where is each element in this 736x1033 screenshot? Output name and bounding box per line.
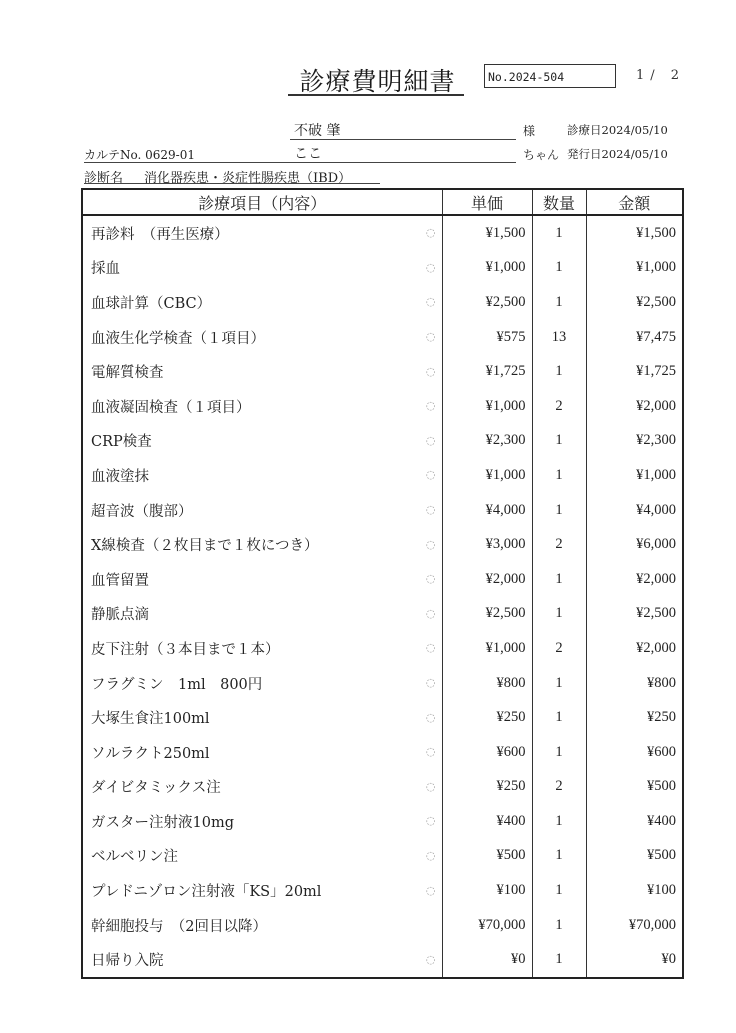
quantity-cell: 1 bbox=[532, 251, 586, 286]
quantity-cell: 1 bbox=[532, 942, 586, 978]
quantity-cell: 2 bbox=[532, 389, 586, 424]
item-name: X線検査（２枚目まで１枚につき） bbox=[91, 538, 319, 555]
item-name-cell bbox=[82, 631, 442, 666]
amount-cell: ¥2,500 bbox=[586, 285, 683, 320]
amount-cell: ¥250 bbox=[586, 700, 683, 735]
amount-cell: ¥400 bbox=[586, 804, 683, 839]
item-name: 再診料 （再生医療） bbox=[91, 226, 229, 243]
amount-cell: ¥4,000 bbox=[586, 493, 683, 528]
unit-price-cell: ¥800 bbox=[442, 666, 532, 701]
document-title: 診療費明細書 bbox=[299, 67, 456, 96]
table-row bbox=[82, 424, 683, 459]
quantity-cell: 1 bbox=[532, 839, 586, 874]
item-name-cell bbox=[82, 493, 442, 528]
amount-cell: ¥2,000 bbox=[586, 389, 683, 424]
pet-name: ここ bbox=[294, 146, 322, 162]
table-row bbox=[82, 700, 683, 735]
amount-cell: ¥100 bbox=[586, 873, 683, 908]
table-row bbox=[82, 804, 683, 839]
pet-name-underline bbox=[290, 162, 516, 163]
check-circle-icon: ◌ bbox=[425, 537, 436, 551]
item-name: ダイビタミックス注 bbox=[91, 780, 221, 797]
check-circle-icon: ◌ bbox=[425, 676, 436, 690]
owner-name-underline bbox=[290, 139, 516, 140]
amount-cell: ¥2,300 bbox=[586, 424, 683, 459]
amount-cell: ¥7,475 bbox=[586, 320, 683, 355]
item-name-cell bbox=[82, 215, 442, 251]
item-name-cell bbox=[82, 700, 442, 735]
quantity-cell: 1 bbox=[532, 804, 586, 839]
unit-price-cell: ¥1,000 bbox=[442, 631, 532, 666]
header-unit-price: 単価 bbox=[442, 189, 532, 215]
check-circle-icon: ◌ bbox=[425, 814, 436, 828]
amount-cell: ¥2,000 bbox=[586, 562, 683, 597]
item-name: 血管留置 bbox=[91, 572, 149, 589]
item-name-cell bbox=[82, 597, 442, 632]
table-row bbox=[82, 942, 683, 978]
pet-honorific: ちゃん bbox=[523, 148, 560, 162]
unit-price-cell: ¥1,000 bbox=[442, 389, 532, 424]
table-row bbox=[82, 527, 683, 562]
item-name-cell bbox=[82, 839, 442, 874]
item-name: プレドニゾロン注射液「KS」20ml bbox=[91, 884, 322, 901]
amount-cell: ¥70,000 bbox=[586, 908, 683, 943]
check-circle-icon: ◌ bbox=[425, 952, 436, 966]
unit-price-cell: ¥3,000 bbox=[442, 527, 532, 562]
item-name-cell bbox=[82, 562, 442, 597]
unit-price-cell: ¥250 bbox=[442, 700, 532, 735]
amount-cell: ¥600 bbox=[586, 735, 683, 770]
item-name-cell bbox=[82, 285, 442, 320]
unit-price-cell: ¥600 bbox=[442, 735, 532, 770]
check-circle-icon: ◌ bbox=[425, 295, 436, 309]
quantity-cell: 1 bbox=[532, 215, 586, 251]
unit-price-cell: ¥1,500 bbox=[442, 215, 532, 251]
item-name-cell bbox=[82, 251, 442, 286]
table-row bbox=[82, 354, 683, 389]
table-header-row bbox=[82, 189, 683, 215]
item-name: 静脈点滴 bbox=[91, 607, 149, 624]
unit-price-cell: ¥0 bbox=[442, 942, 532, 978]
item-name: 血液塗抹 bbox=[91, 468, 149, 485]
quantity-cell: 2 bbox=[532, 770, 586, 805]
exam-date: 診療日2024/05/10 bbox=[567, 123, 668, 137]
diagnosis-underline bbox=[84, 183, 380, 184]
item-name-cell bbox=[82, 320, 442, 355]
header-item: 診療項目（内容） bbox=[82, 189, 442, 215]
table-row bbox=[82, 562, 683, 597]
quantity-cell: 1 bbox=[532, 354, 586, 389]
item-name-cell bbox=[82, 424, 442, 459]
unit-price-cell: ¥250 bbox=[442, 770, 532, 805]
amount-cell: ¥1,000 bbox=[586, 251, 683, 286]
check-circle-icon: ◌ bbox=[425, 330, 436, 344]
owner-name: 不破 肇 bbox=[294, 123, 341, 139]
header-amount: 金額 bbox=[586, 189, 683, 215]
unit-price-cell: ¥500 bbox=[442, 839, 532, 874]
table-row bbox=[82, 908, 683, 943]
quantity-cell: 1 bbox=[532, 908, 586, 943]
unit-price-cell: ¥100 bbox=[442, 873, 532, 908]
item-name-cell bbox=[82, 873, 442, 908]
check-circle-icon: ◌ bbox=[425, 226, 436, 240]
document-number-box: No.2024-504 bbox=[484, 64, 616, 88]
issue-date: 発行日2024/05/10 bbox=[567, 147, 668, 161]
unit-price-cell: ¥1,000 bbox=[442, 458, 532, 493]
check-circle-icon: ◌ bbox=[425, 745, 436, 759]
title-underline bbox=[288, 94, 464, 96]
table-row bbox=[82, 839, 683, 874]
item-name: 電解質検査 bbox=[91, 365, 164, 382]
check-circle-icon: ◌ bbox=[425, 779, 436, 793]
table-row bbox=[82, 389, 683, 424]
karte-number: カルテNo. 0629-01 bbox=[84, 148, 196, 162]
table-row bbox=[82, 631, 683, 666]
check-circle-icon: ◌ bbox=[425, 848, 436, 862]
header-quantity: 数量 bbox=[532, 189, 586, 215]
karte-underline bbox=[84, 162, 290, 163]
table-row bbox=[82, 251, 683, 286]
diagnosis-value: 消化器疾患・炎症性腸疾患（IBD） bbox=[144, 171, 352, 186]
item-name: ソルラクト250ml bbox=[91, 745, 210, 762]
table-row bbox=[82, 493, 683, 528]
quantity-cell: 2 bbox=[532, 631, 586, 666]
check-circle-icon: ◌ bbox=[425, 468, 436, 482]
quantity-cell: 1 bbox=[532, 597, 586, 632]
quantity-cell: 13 bbox=[532, 320, 586, 355]
quantity-cell: 1 bbox=[532, 562, 586, 597]
item-name: 超音波（腹部） bbox=[91, 503, 193, 520]
check-circle-icon: ◌ bbox=[425, 710, 436, 724]
amount-cell: ¥6,000 bbox=[586, 527, 683, 562]
item-name-cell bbox=[82, 735, 442, 770]
check-circle-icon: ◌ bbox=[425, 572, 436, 586]
amount-cell: ¥1,000 bbox=[586, 458, 683, 493]
check-circle-icon: ◌ bbox=[425, 260, 436, 274]
item-name: 血球計算（CBC） bbox=[91, 295, 212, 312]
quantity-cell: 2 bbox=[532, 527, 586, 562]
quantity-cell: 1 bbox=[532, 735, 586, 770]
check-circle-icon: ◌ bbox=[425, 883, 436, 897]
unit-price-cell: ¥2,000 bbox=[442, 562, 532, 597]
item-name-cell bbox=[82, 908, 442, 943]
unit-price-cell: ¥2,500 bbox=[442, 285, 532, 320]
check-circle-icon: ◌ bbox=[425, 503, 436, 517]
check-circle-icon: ◌ bbox=[425, 641, 436, 655]
amount-cell: ¥800 bbox=[586, 666, 683, 701]
diagnosis-label: 診断名 bbox=[84, 171, 124, 186]
item-name: 幹細胞投与 （2回目以降） bbox=[91, 918, 267, 935]
item-name: 皮下注射（３本目まで１本） bbox=[91, 641, 280, 658]
item-name-cell bbox=[82, 354, 442, 389]
billing-items-table bbox=[81, 188, 684, 979]
unit-price-cell: ¥2,500 bbox=[442, 597, 532, 632]
quantity-cell: 1 bbox=[532, 493, 586, 528]
table-row bbox=[82, 285, 683, 320]
item-name-cell bbox=[82, 770, 442, 805]
item-name-cell bbox=[82, 942, 442, 978]
table-row bbox=[82, 215, 683, 251]
check-circle-icon: ◌ bbox=[425, 364, 436, 378]
amount-cell: ¥1,500 bbox=[586, 215, 683, 251]
table-row bbox=[82, 770, 683, 805]
amount-cell: ¥2,000 bbox=[586, 631, 683, 666]
item-name: 血液凝固検査（１項目） bbox=[91, 399, 251, 416]
item-name: 血液生化学検査（１項目） bbox=[91, 330, 265, 347]
check-circle-icon: ◌ bbox=[425, 399, 436, 413]
amount-cell: ¥500 bbox=[586, 770, 683, 805]
item-name-cell bbox=[82, 458, 442, 493]
table-body bbox=[82, 215, 683, 978]
amount-cell: ¥2,500 bbox=[586, 597, 683, 632]
quantity-cell: 1 bbox=[532, 458, 586, 493]
quantity-cell: 1 bbox=[532, 424, 586, 459]
table-row bbox=[82, 320, 683, 355]
item-name-cell bbox=[82, 527, 442, 562]
item-name: 大塚生食注100ml bbox=[91, 711, 210, 728]
unit-price-cell: ¥4,000 bbox=[442, 493, 532, 528]
quantity-cell: 1 bbox=[532, 700, 586, 735]
amount-cell: ¥500 bbox=[586, 839, 683, 874]
quantity-cell: 1 bbox=[532, 873, 586, 908]
unit-price-cell: ¥1,000 bbox=[442, 251, 532, 286]
quantity-cell: 1 bbox=[532, 666, 586, 701]
unit-price-cell: ¥2,300 bbox=[442, 424, 532, 459]
item-name: CRP検査 bbox=[91, 434, 152, 451]
unit-price-cell: ¥70,000 bbox=[442, 908, 532, 943]
owner-honorific: 様 bbox=[523, 124, 536, 138]
table-row bbox=[82, 735, 683, 770]
amount-cell: ¥0 bbox=[586, 942, 683, 978]
unit-price-cell: ¥400 bbox=[442, 804, 532, 839]
item-name: フラグミン 1ml 800円 bbox=[91, 676, 263, 693]
page-number: 1/ 2 bbox=[636, 68, 686, 83]
item-name-cell bbox=[82, 389, 442, 424]
table-row bbox=[82, 666, 683, 701]
item-name: 採血 bbox=[91, 261, 120, 278]
unit-price-cell: ¥1,725 bbox=[442, 354, 532, 389]
item-name: 日帰り入院 bbox=[91, 953, 164, 970]
table-row bbox=[82, 597, 683, 632]
quantity-cell: 1 bbox=[532, 285, 586, 320]
check-circle-icon: ◌ bbox=[425, 433, 436, 447]
item-name: ベルベリン注 bbox=[91, 849, 178, 866]
amount-cell: ¥1,725 bbox=[586, 354, 683, 389]
item-name: ガスター注射液10mg bbox=[91, 814, 234, 831]
item-name-cell bbox=[82, 666, 442, 701]
check-circle-icon: ◌ bbox=[425, 606, 436, 620]
unit-price-cell: ¥575 bbox=[442, 320, 532, 355]
table-row bbox=[82, 458, 683, 493]
table-row bbox=[82, 873, 683, 908]
item-name-cell bbox=[82, 804, 442, 839]
